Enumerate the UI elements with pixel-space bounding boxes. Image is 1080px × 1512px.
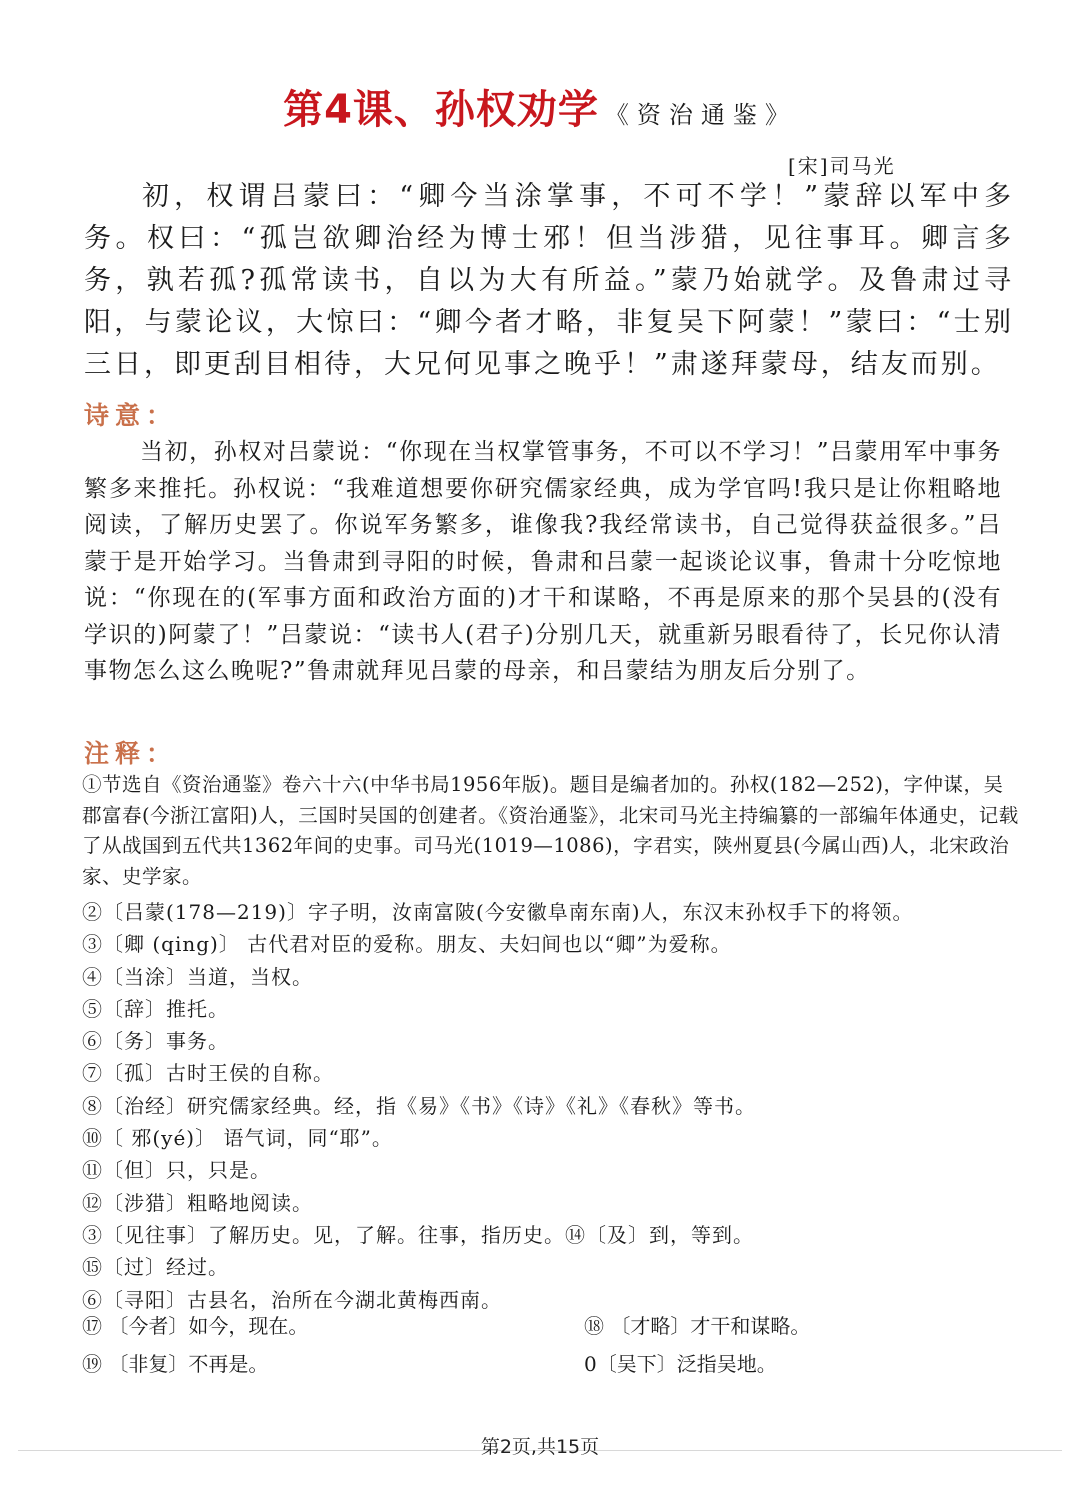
note-item: ③〔见往事〕了解历史。见，了解。往事，指历史。⑭〔及〕到，等到。 [82, 1222, 754, 1247]
note-item: ④〔当涂〕当道，当权。 [82, 964, 313, 989]
notes-heading: 注释： [84, 739, 178, 768]
notes-list [82, 770, 1022, 1316]
lesson-title-row [0, 78, 1080, 135]
note-item: ⑪〔但〕只，只是。 [82, 1158, 271, 1183]
note-item: ③〔卿 (qing)〕 古代君对臣的爱称。朋友、夫妇间也以“卿”为爱称。 [82, 932, 732, 957]
author-line: [宋]司马光 [788, 154, 896, 178]
note-item: ⑰ 〔今者〕如今，现在。 [82, 1314, 309, 1338]
note-item: ②〔吕蒙(178—219)〕字子明，汝南富陂(今安徽阜南东南)人，东汉末孙权手下的将领。 [82, 900, 914, 924]
page-indicator: 第2页,共15页 [480, 1436, 600, 1458]
note-item: ⑥〔寻阳〕古县名，治所在今湖北黄梅西南。 [82, 1287, 502, 1312]
note-item: ⑦〔孤〕古时王侯的自称。 [82, 1061, 334, 1086]
note-item: ⑤〔辞〕推托。 [82, 996, 229, 1021]
note-pair-row [82, 1310, 1002, 1339]
note-item: ⑫〔涉猎〕粗略地阅读。 [82, 1190, 313, 1215]
note-item: ⑮〔过〕经过。 [82, 1255, 229, 1280]
note-item: ⑧〔治经〕研究儒家经典。经，指《易》《书》《诗》《礼》《春秋》等书。 [82, 1093, 756, 1118]
note-item: 0〔吴下〕泛指吴地。 [584, 1352, 777, 1376]
source-book: 《资治通鉴》 [604, 101, 797, 129]
translation-text: 当初，孙权对吕蒙说：“你现在当权掌管事务，不可以不学习！”吕蒙用军中事务繁多来推托。孙权说：“我难道想要你研究儒家经典，成为学官吗!我只是让你粗略地阅读，了解历史罢了。你说军务繁多，谁像我?我经常读书，自己觉得获益很多。”吕蒙于是开始学习。当鲁肃到寻阳的时候，鲁肃和吕蒙一起谈论议事，鲁肃十分吃惊地说：“你现在的(军事方面和政治方面的)才干和谋略，不再是原来的那个吴县的(没有学识的)阿蒙了！”吕蒙说：“读书人(君子)分别几天，就重新另眼看待了，长兄你认清事物怎么这么晚呢?”鲁肃就拜见吕蒙的母亲，和吕蒙结为朋友后分别了。 [84, 439, 1002, 684]
note-item: ⑩〔 邪(yé)〕 语气词，同“耶”。 [82, 1126, 393, 1151]
lesson-title: 第4课、孙权劝学 [283, 87, 599, 133]
translation-heading: 诗意： [84, 401, 178, 430]
original-text: 初，权谓吕蒙曰：“卿今当涂掌事，不可不学！”蒙辞以军中多务。权曰：“孤岂欲卿治经为博士邪！但当涉猎，见往事耳。卿言多务，孰若孤?孤常读书，自以为大有所益。”蒙乃始就学。及鲁肃过寻阳，与蒙论议，大惊曰：“卿今者才略，非复吴下阿蒙！”蒙曰：“士别三日，即更刮目相待，大兄何见事之晚乎！”肃遂拜蒙母，结友而别。 [84, 181, 1014, 380]
note-pair-row [82, 1348, 1002, 1377]
note-item: ⑥〔务〕事务。 [82, 1029, 229, 1054]
note-item: ⑲ 〔非复〕不再是。 [82, 1352, 269, 1376]
note-item: ⑱ 〔才略〕才干和谋略。 [584, 1314, 811, 1338]
note-item-1: ①节选自《资治通鉴》卷六十六(中华书局1956年版)。题目是编者加的。孙权(182—252)，字仲谋，吴郡富春(今浙江富阳)人，三国时吴国的创建者。《资治通鉴》，北宋司马光主持编纂的一部编年体通史，记载了从战国到五代共1362年间的史事。司马光(1019—1086)，字君实，陕州夏县(今属山西)人，北宋政治家、史学家。 [82, 773, 1019, 888]
